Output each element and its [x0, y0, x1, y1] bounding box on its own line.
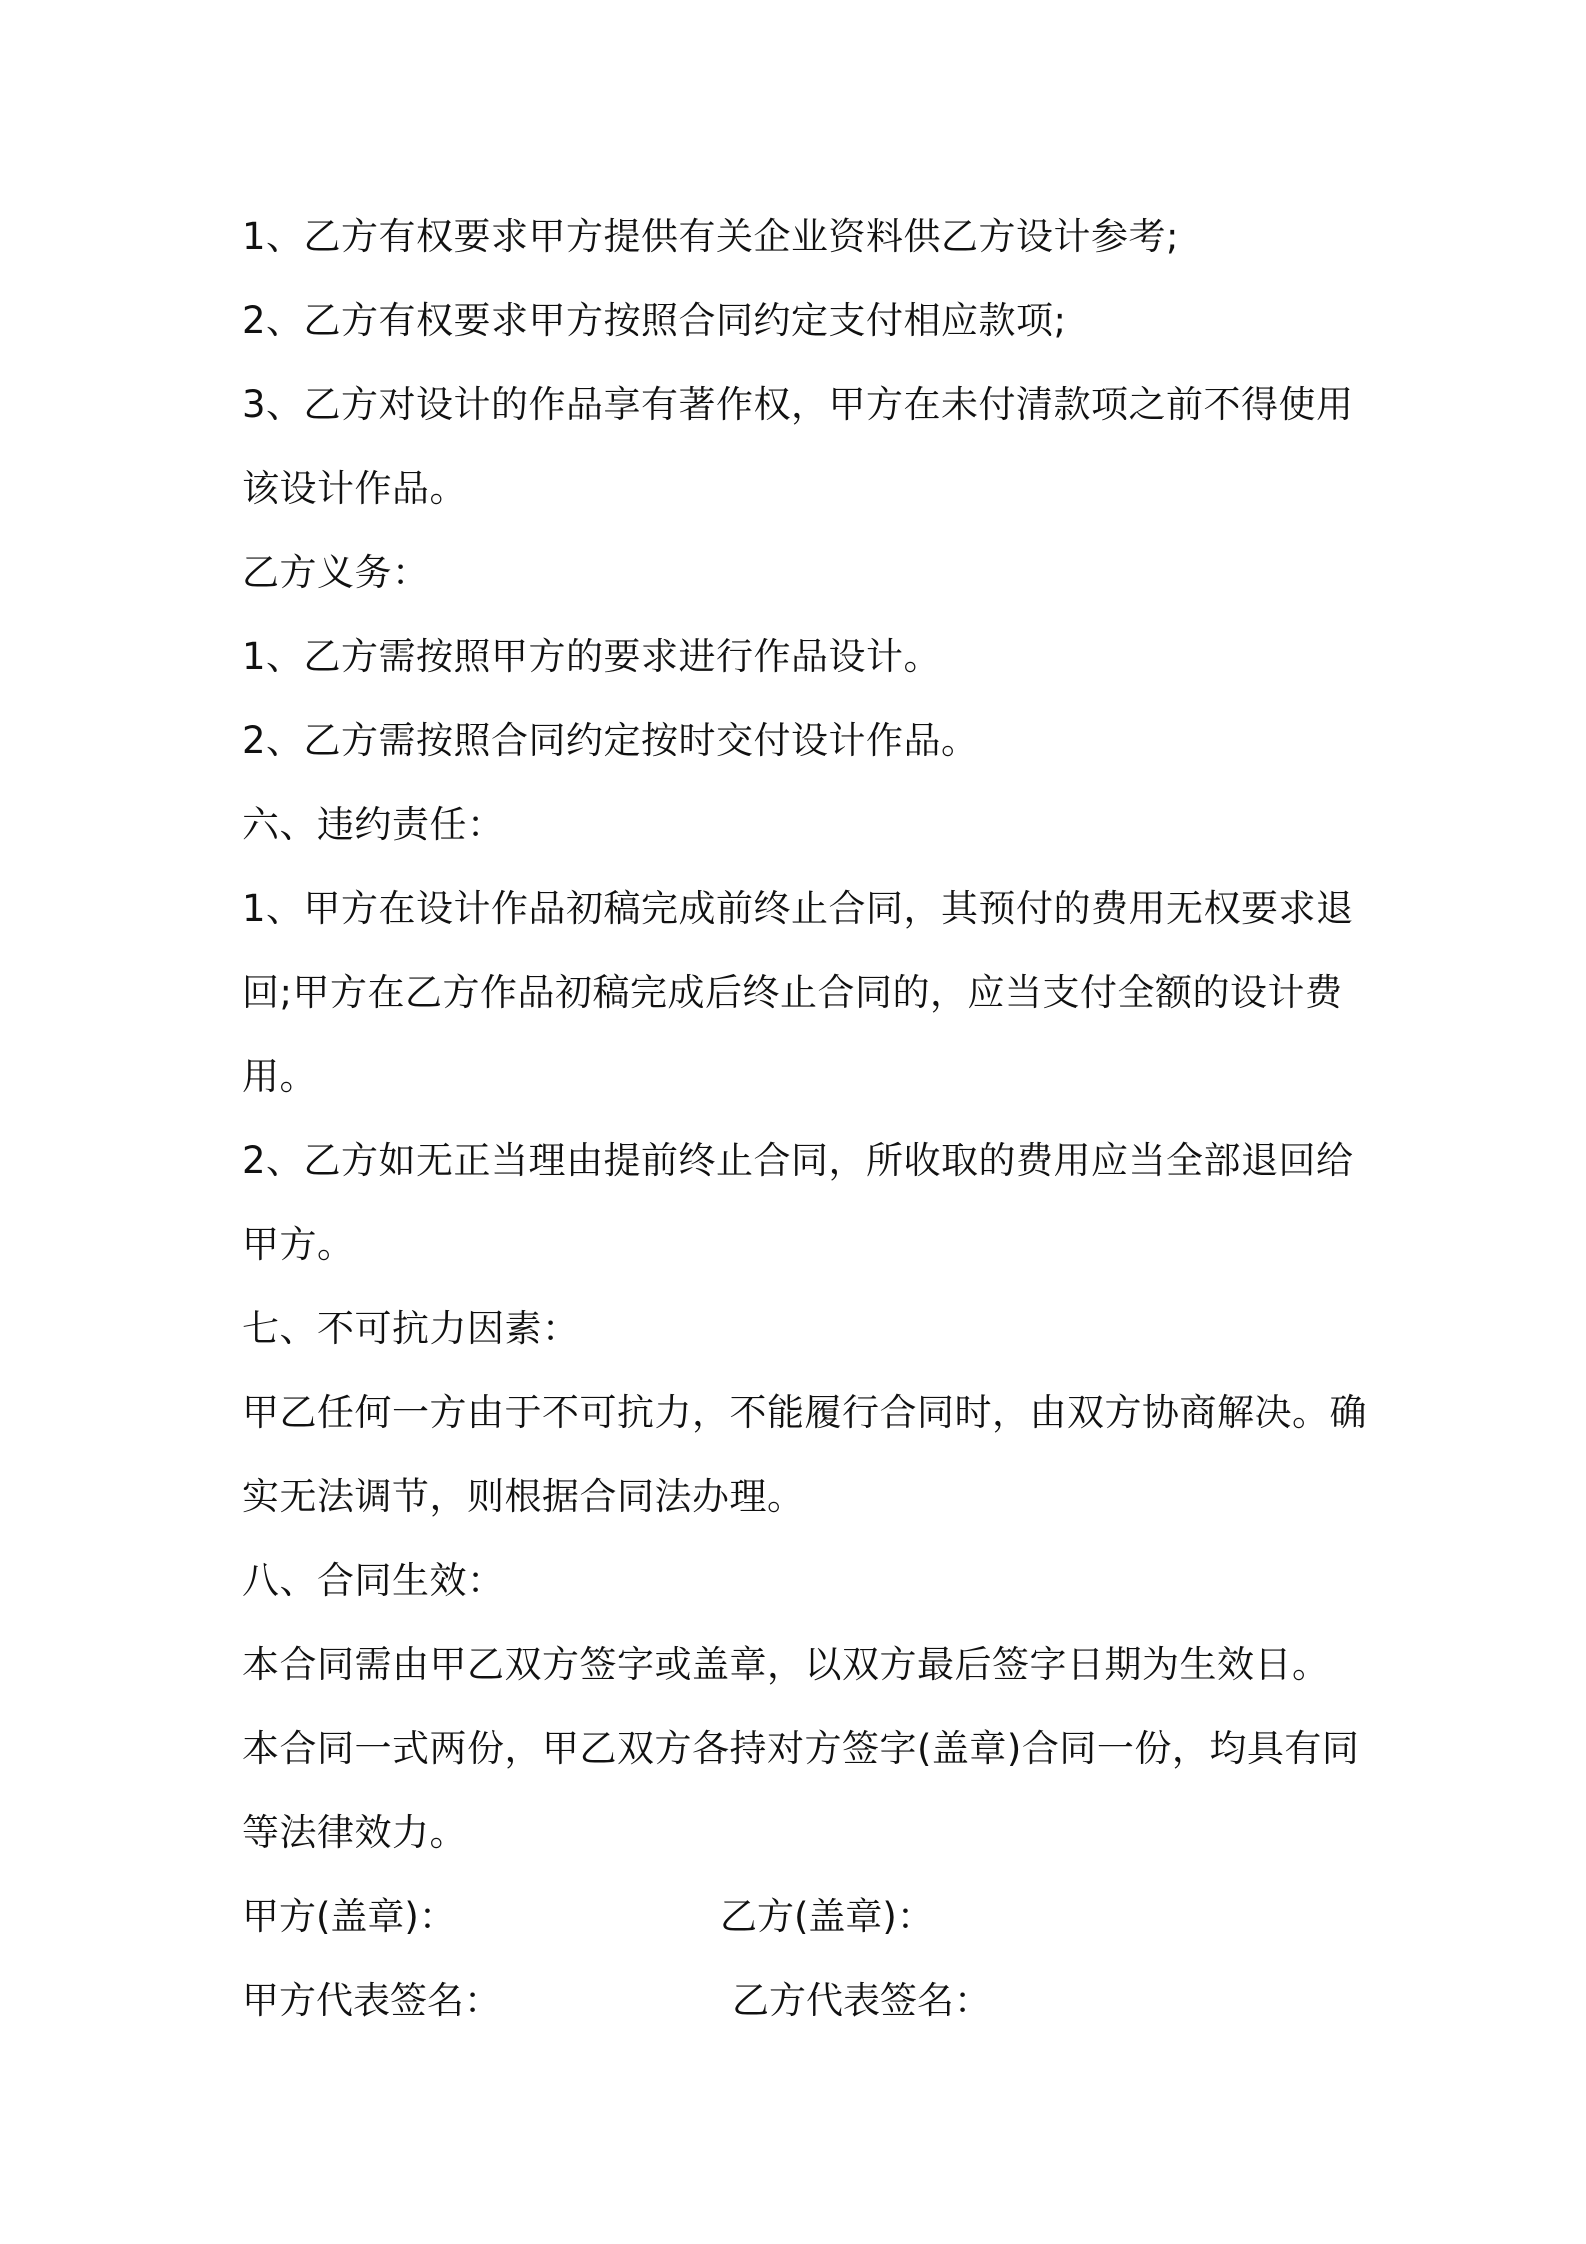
party-b-rep-label: 乙方代表签名： — [732, 1979, 991, 2022]
party-a-seal-label: 甲方(盖章)： — [242, 1895, 456, 1938]
clause-force-majeure-cont: 实无法调节，则根据合同法办理。 — [242, 1475, 805, 1518]
seal-row — [242, 1875, 1362, 1959]
clause-effect-2: 本合同一式两份，甲乙双方各持对方签字(盖章)合同一份，均具有同 — [242, 1727, 1360, 1770]
party-b-seal-label: 乙方(盖章)： — [720, 1895, 934, 1938]
clause-b-right-2: 2、乙方有权要求甲方按照合同约定支付相应款项; — [242, 299, 1067, 342]
clause-effect-1: 本合同需由甲乙双方签字或盖章，以双方最后签字日期为生效日。 — [242, 1643, 1330, 1686]
clause-breach-1-cont: 回;甲方在乙方作品初稿完成后终止合同的，应当支付全额的设计费 — [242, 971, 1343, 1014]
heading-b-obligations: 乙方义务： — [242, 551, 430, 594]
clause-breach-1: 1、甲方在设计作品初稿完成前终止合同，其预付的费用无权要求退 — [242, 887, 1354, 930]
clause-force-majeure: 甲乙任何一方由于不可抗力，不能履行合同时，由双方协商解决。确 — [242, 1391, 1367, 1434]
heading-contract-effect: 八、合同生效： — [242, 1559, 505, 1602]
clause-b-obligation-2: 2、乙方需按照合同约定按时交付设计作品。 — [242, 719, 979, 762]
clause-breach-2: 2、乙方如无正当理由提前终止合同，所收取的费用应当全部退回给 — [242, 1139, 1354, 1182]
heading-force-majeure: 七、不可抗力因素： — [242, 1307, 580, 1350]
representative-row — [242, 1959, 1362, 2043]
clause-b-obligation-1: 1、乙方需按照甲方的要求进行作品设计。 — [242, 635, 942, 678]
document-body — [242, 195, 1367, 2043]
heading-breach-liability: 六、违约责任： — [242, 803, 505, 846]
clause-b-right-3: 3、乙方对设计的作品享有著作权，甲方在未付清款项之前不得使用 — [242, 383, 1354, 426]
clause-breach-2-cont: 甲方。 — [242, 1223, 355, 1266]
clause-breach-1-end: 用。 — [242, 1055, 317, 1098]
clause-b-right-3-cont: 该设计作品。 — [242, 467, 467, 510]
party-a-rep-label: 甲方代表签名： — [242, 1979, 501, 2022]
clause-effect-2-cont: 等法律效力。 — [242, 1811, 467, 1854]
clause-b-right-1: 1、乙方有权要求甲方提供有关企业资料供乙方设计参考; — [242, 215, 1180, 258]
